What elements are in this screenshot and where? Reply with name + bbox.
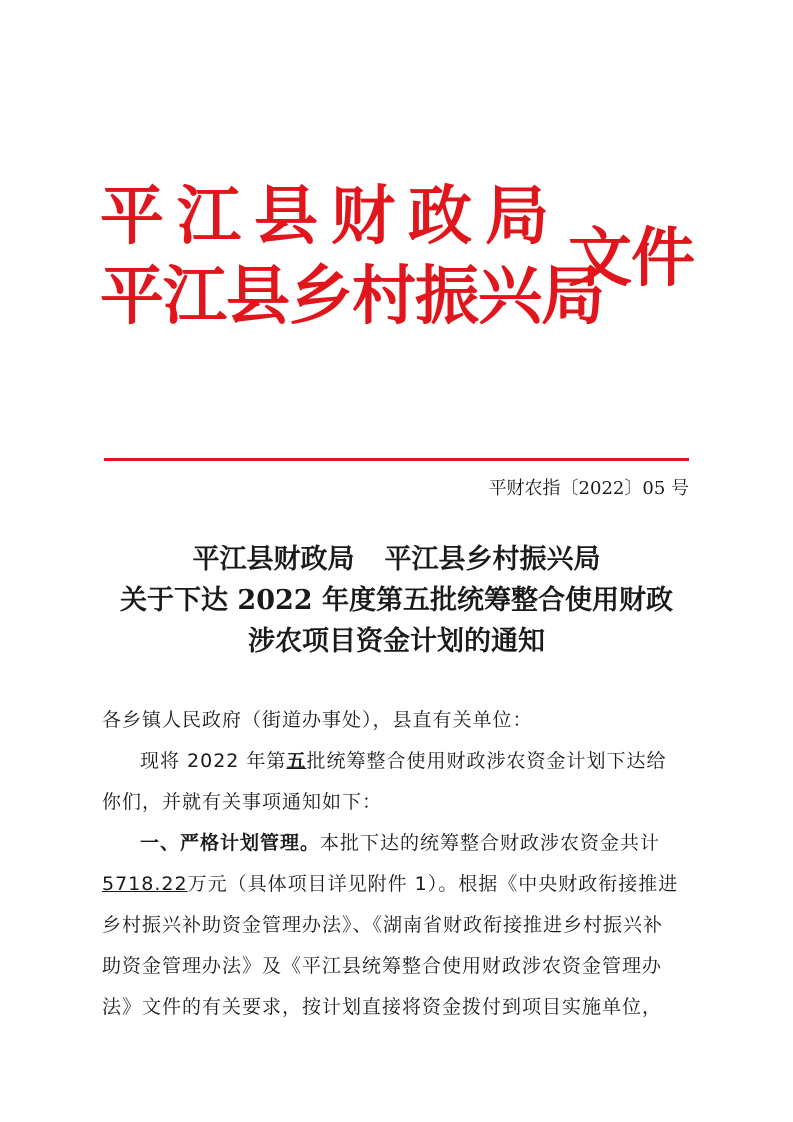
intro-paragraph-line-1 xyxy=(140,748,666,774)
batch-number: 五 xyxy=(286,750,307,772)
title-issuer-1: 平江县财政局 xyxy=(192,544,355,575)
section-1-line-1 xyxy=(140,830,660,856)
fund-amount: 5718.22 xyxy=(102,873,188,895)
section-1-line-5: 法》文件的有关要求，按计划直接将资金拨付到项目实施单位， xyxy=(102,996,663,1018)
title-line-3: 涉农项目资金计划的通知 xyxy=(248,626,545,657)
title-line-2: 关于下达 2022 年度第五批统筹整合使用财政 xyxy=(120,585,673,616)
document-type-label: 文件 xyxy=(568,221,694,296)
salutation: 各乡镇人民政府（街道办事处），县直有关单位： xyxy=(102,709,533,731)
intro-paragraph-line-2: 你们，并就有关事项通知如下： xyxy=(102,791,383,813)
title-issuers xyxy=(96,543,697,577)
document-number: 平财农指〔2022〕05 号 xyxy=(488,478,689,499)
section-1-line-3: 乡村振兴补助资金管理办法》、《湖南省财政衔接推进乡村振兴补 xyxy=(102,914,664,936)
masthead-divider xyxy=(104,458,689,461)
section-1-text-a: 本批下达的统筹整合财政涉农资金共计 xyxy=(320,832,661,854)
issuer-name-rural-revitalization-bureau: 平江县乡村振兴局 xyxy=(100,259,604,334)
intro-text-a: 现将 2022 年第 xyxy=(140,750,287,772)
intro-text-b: 批统筹整合使用财政涉农资金计划下达给 xyxy=(306,750,667,772)
section-1-text-b: 万元（具体项目详见附件 1）。根据《中央财政衔接推进 xyxy=(187,873,679,895)
title-issuer-2: 平江县乡村振兴局 xyxy=(384,544,601,575)
section-1-line-4: 助资金管理办法》及《平江县统筹整合使用财政涉农资金管理办 xyxy=(102,955,663,977)
section-1-line-2 xyxy=(102,871,678,897)
issuer-name-finance-bureau: 平江县财政局 xyxy=(100,179,562,254)
section-1-heading: 一、严格计划管理。 xyxy=(140,832,321,854)
